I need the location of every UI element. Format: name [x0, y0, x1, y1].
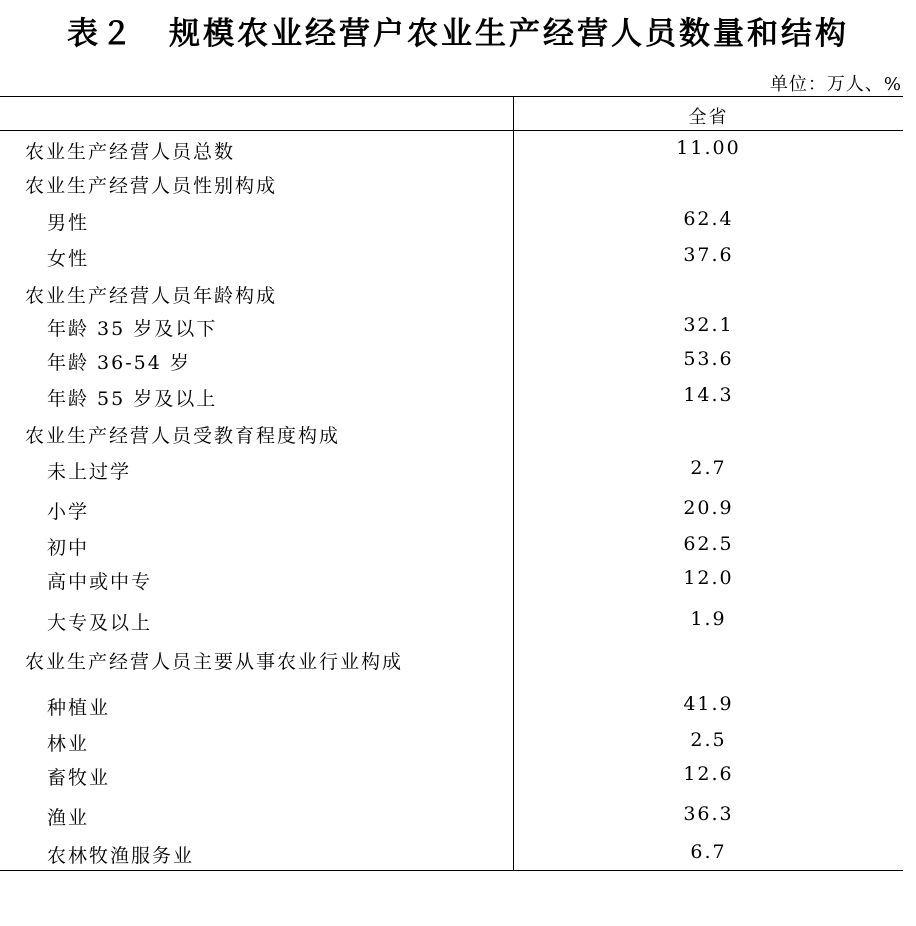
row-label: 畜牧业	[47, 767, 111, 789]
table-bottom-rule	[0, 870, 903, 871]
table-row	[0, 244, 903, 272]
row-value: 62.4	[683, 208, 734, 230]
row-label: 种植业	[47, 697, 111, 719]
row-label: 男性	[47, 212, 90, 234]
table-row	[0, 729, 903, 757]
table-row	[0, 803, 903, 831]
row-label: 年龄 35 岁及以下	[47, 318, 218, 340]
unit-label: 单位：万人、%	[769, 74, 902, 95]
row-value: 2.5	[690, 729, 727, 751]
table-top-rule	[0, 96, 903, 97]
table-row	[0, 281, 903, 309]
table-row	[0, 693, 903, 721]
row-value: 6.7	[690, 841, 727, 863]
row-label: 农业生产经营人员性别构成	[25, 175, 278, 197]
table-title: 表２ 规模农业经营户农业生产经营人员数量和结构	[67, 16, 849, 52]
row-label: 林业	[47, 733, 90, 755]
row-label: 农业生产经营人员年龄构成	[25, 285, 278, 307]
table-row	[0, 421, 903, 449]
table-row	[0, 841, 903, 869]
row-value: 11.00	[676, 137, 741, 159]
row-label: 女性	[47, 248, 90, 270]
row-label: 大专及以上	[47, 612, 153, 634]
row-label: 渔业	[47, 807, 90, 829]
table-row	[0, 567, 903, 595]
table-row	[0, 314, 903, 342]
row-value: 41.9	[683, 693, 734, 715]
row-label: 农林牧渔服务业	[47, 845, 195, 867]
table-row	[0, 497, 903, 525]
table-row	[0, 533, 903, 561]
row-value: 62.5	[683, 533, 734, 555]
row-label: 年龄 55 岁及以上	[47, 388, 218, 410]
table-row	[0, 384, 903, 412]
table-row	[0, 137, 903, 165]
row-value: 32.1	[683, 314, 734, 336]
row-value: 36.3	[683, 803, 734, 825]
table-row	[0, 763, 903, 791]
row-value: 12.0	[683, 567, 734, 589]
row-label: 高中或中专	[47, 571, 153, 593]
row-value: 12.6	[683, 763, 734, 785]
row-label: 小学	[47, 501, 90, 523]
table-row	[0, 608, 903, 636]
header-bottom-rule	[0, 130, 903, 131]
row-label: 农业生产经营人员主要从事农业行业构成	[25, 651, 404, 673]
table-row	[0, 171, 903, 199]
row-label: 初中	[47, 537, 90, 559]
table-row	[0, 208, 903, 236]
row-value: 53.6	[683, 348, 734, 370]
table-row	[0, 457, 903, 485]
row-label: 农业生产经营人员总数	[25, 141, 236, 163]
row-value: 2.7	[690, 457, 727, 479]
row-value: 14.3	[683, 384, 734, 406]
row-value: 20.9	[683, 497, 734, 519]
row-label: 未上过学	[47, 461, 132, 483]
row-value: 1.9	[690, 608, 727, 630]
table-row	[0, 647, 903, 675]
table-row	[0, 348, 903, 376]
row-label: 农业生产经营人员受教育程度构成	[25, 425, 341, 447]
row-label: 年龄 36-54 岁	[47, 352, 191, 374]
row-value: 37.6	[683, 244, 734, 266]
column-header-province: 全省	[688, 107, 729, 128]
